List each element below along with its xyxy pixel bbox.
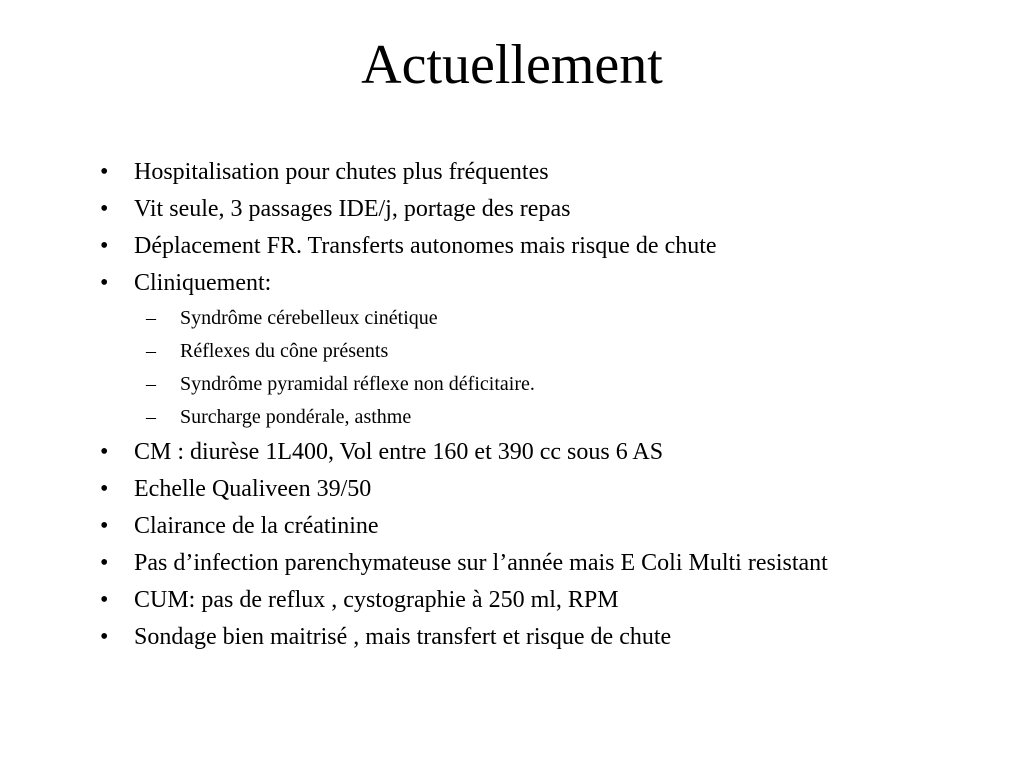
bullet-text: Déplacement FR. Transferts autonomes mais risque de chute — [134, 233, 717, 259]
bullet-marker: • — [100, 270, 109, 296]
bullet-marker: • — [100, 233, 109, 259]
bullet-item — [0, 230, 894, 262]
slide-title: Actuellement — [361, 34, 663, 96]
sub-bullet-item — [0, 337, 900, 365]
sub-bullet-item — [0, 370, 900, 398]
sub-bullet-marker: – — [146, 373, 156, 395]
sub-bullet-marker: – — [146, 307, 156, 329]
sub-bullet-text: Syndrôme pyramidal réflexe non déficitaire. — [180, 373, 535, 395]
bullet-text: Hospitalisation pour chutes plus fréquentes — [134, 159, 549, 185]
bullet-marker: • — [100, 624, 109, 650]
sub-bullet-item — [0, 304, 900, 332]
bullet-item — [0, 621, 894, 653]
bullet-marker: • — [100, 196, 109, 222]
bullet-item — [0, 584, 894, 616]
bullet-item — [0, 436, 894, 468]
bullet-text: Sondage bien maitrisé , mais transfert et risque de chute — [134, 624, 672, 650]
sub-bullet-marker: – — [146, 340, 156, 362]
bullet-text: Vit seule, 3 passages IDE/j, portage des repas — [134, 196, 571, 222]
bullet-item — [0, 473, 894, 505]
bullet-item — [0, 267, 894, 299]
bullet-text: Pas d’infection parenchymateuse sur l’année mais E Coli Multi resistant — [134, 550, 828, 576]
bullet-item — [0, 547, 894, 579]
bullet-marker: • — [100, 439, 109, 465]
bullet-item — [0, 510, 894, 542]
sub-bullet-item — [0, 403, 900, 431]
bullet-text: Clairance de la créatinine — [134, 513, 379, 539]
bullet-item — [0, 193, 894, 225]
bullet-text: Echelle Qualiveen 39/50 — [134, 476, 372, 502]
bullet-marker: • — [100, 159, 109, 185]
bullet-list — [0, 156, 1024, 658]
sub-bullet-marker: – — [146, 406, 156, 428]
bullet-marker: • — [100, 587, 109, 613]
bullet-text: CM : diurèse 1L400, Vol entre 160 et 390 cc sous 6 AS — [134, 439, 664, 465]
bullet-item — [0, 156, 894, 188]
sub-bullet-text: Syndrôme cérebelleux cinétique — [180, 307, 438, 329]
sub-bullet-text: Réflexes du cône présents — [180, 340, 389, 362]
bullet-text: CUM: pas de reflux , cystographie à 250 ml, RPM — [134, 587, 619, 613]
bullet-marker: • — [100, 513, 109, 539]
sub-bullet-text: Surcharge pondérale, asthme — [180, 406, 412, 428]
bullet-marker: • — [100, 476, 109, 502]
bullet-text: Cliniquement: — [134, 270, 272, 296]
bullet-marker: • — [100, 550, 109, 576]
